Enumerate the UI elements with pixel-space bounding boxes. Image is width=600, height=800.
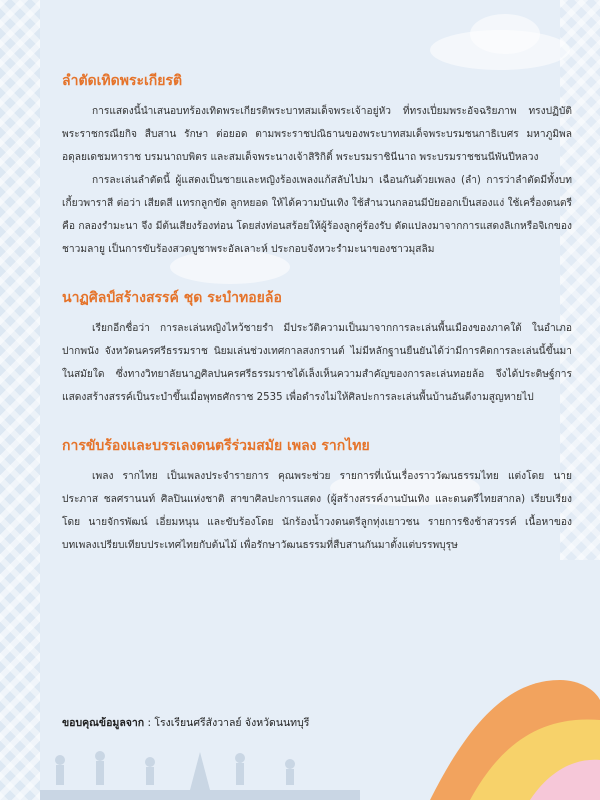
credit-separator: : [144,717,155,729]
children-playing-silhouette [40,742,360,800]
section-paragraph: เรียกอีกชื่อว่า การละเล่นหญิงไหว้ชายรำ มีประวัติความเป็นมาจากการละเล่นพื้นเมืองของภาคใต้ ในอำเภอปากพนัง จังหวัดนครศรีธรรมราช นิยมเล่นช่วงเทศกาลสงกรานต์ ไม่มีหลักฐานยืนยันได้ว่ามีการคิดการละเล่นนี้ขึ้นมาในสมัยใด ซึ่งทางวิทยาลัยนาฏศิลปนครศรีธรรมราชได้เล็งเห็นความสำคัญของการละเล่นทอยล้อ จึงได้ประดิษฐ์การแสดงสร้างสรรค์เป็นระบำขึ้นเมื่อพุทธศักราช 2535 เพื่อดำรงไม่ให้ศิลปะการละเล่นพื้นบ้านอันดีงามสูญหายไป [62,323,572,403]
section-paragraph: การละเล่นลำตัดนี้ ผู้แสดงเป็นชายและหญิงร้องเพลงแก้สลับไปมา เฉือนกันด้วยเพลง (ลำ) การว่าลำตัดมีทั้งบทเกี้ยวพาราสี ต่อว่า เสียดสี แทรกลูกขัด ลูกหยอด ให้ได้ความบันเทิง ใช้สำนวนกลอนมีบัยออกเป็นสองแง่ ใช้เครื่องดนตรี คือ กลองรำมะนา จึง มีต้นเสียงร้องท่อน โดยส่งท่อนสร้อยให้ผู้ร้องลูกคู่ร้องรับ ดัดแปลงมาจากการแสดงลิเกหรือจิเกของชาวมลายู เป็นการขับร้องสวดบูชาพระอัลเลาะห์ ประกอบจังหวะรำมะนาของชาวมุสลิม [62,175,572,255]
credit-source: โรงเรียนศรีสังวาลย์ จังหวัดนนทบุรี [154,717,310,729]
section-paragraph: เพลง รากไทย เป็นเพลงประจำรายการ คุณพระช่วย รายการที่เน้นเรื่องราววัฒนธรรมไทย แต่งโดย นายประภาส ชลศรานนท์ ศิลปินแห่งชาติ สาขาศิลปะการแสดง (ผู้สร้างสรรค์งานบันเทิง และดนตรีไทยสากล) เรียบเรียงโดย นายจักรพัฒน์ เอี่ยมหนุน และขับร้องโดย นักร้องน้ำวงดนตรีลูกทุ่งเยาวชน รายการชิงช้าสวรรค์ เนื้อหาของบทเพลงเปรียบเทียบประเทศไทยกับต้นไม้ เพื่อรักษาวัฒนธรรมที่สืบสานกันมาตั้งแต่บรรพบุรุษ [62,471,572,551]
section-heading: นาฏศิลป์สร้างสรรค์ ชุด ระบำทอยล้อ [62,290,282,306]
section-heading: ลำตัดเทิดพระเกียรติ [62,73,183,89]
section-heading: การขับร้องและบรรเลงดนตรีร่วมสมัย เพลง รากไทย [62,438,370,454]
credit-label: ขอบคุณข้อมูลจาก [62,717,145,729]
section-paragraph: การแสดงนี้นำเสนอบทร้องเทิดพระเกียรติพระบาทสมเด็จพระเจ้าอยู่หัว ที่ทรงเปี่ยมพระอัจฉริยภาพ ทรงปฏิบัติพระราชกรณียกิจ สืบสาน รักษา ต่อยอด ตามพระราชปณิธานของพระบาทสมเด็จพระบรมชนกาธิเบศร มหาภูมิพลอดุลยเดชมหาราช บรมนาถบพิตร และสมเด็จพระนางเจ้าสิริกิติ์ พระบรมราชินีนาถ พระบรมราชชนนีพันปีหลวง [62,106,572,163]
